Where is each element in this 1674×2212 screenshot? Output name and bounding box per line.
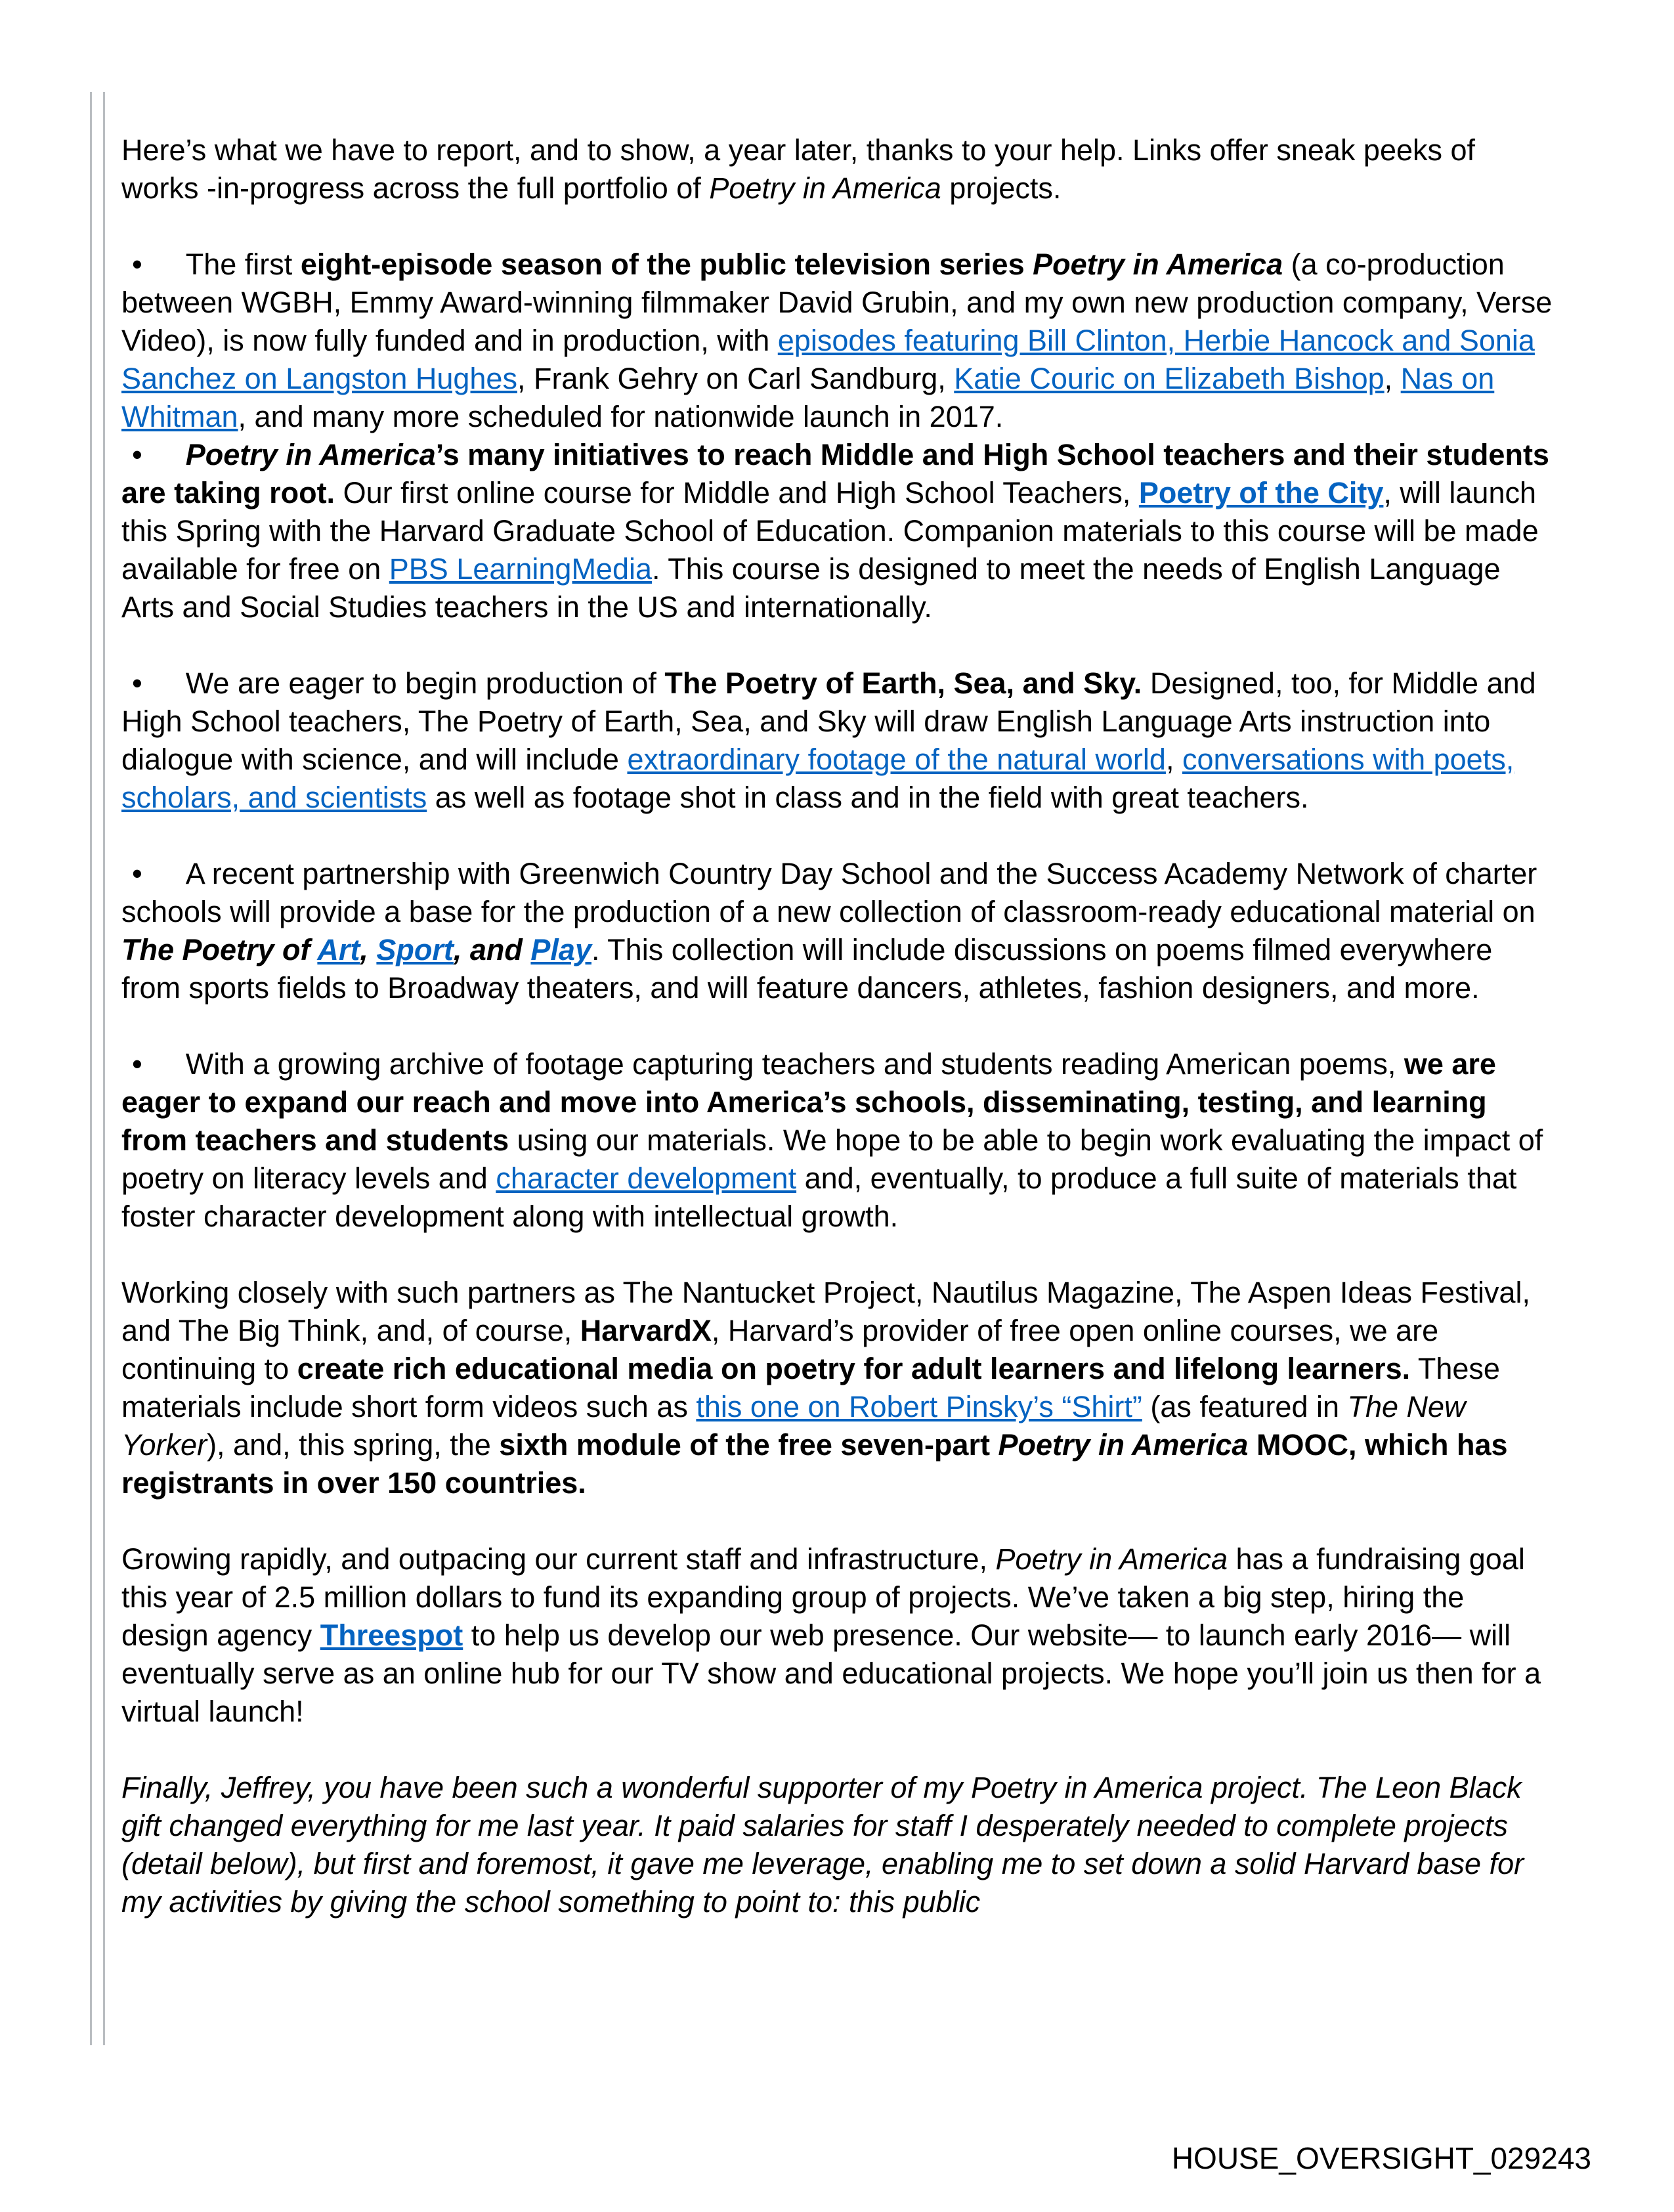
document-content — [121, 131, 1553, 1921]
text-segment: These materials include short form videos such as — [121, 1352, 1500, 1423]
text-segment: Working closely with such partners as The Nantucket Project, Nautilus Magazine, The Aspen Ideas Festival, and The Big Think, and, of course, — [121, 1276, 1531, 1347]
hyperlink[interactable]: conversations with poets, scholars, and scientists — [121, 743, 1514, 814]
text-segment: using our materials. We hope to be able to begin work evaluating the impact of poetry on literacy levels and — [121, 1123, 1543, 1195]
text-segment: eight-episode season of the public television series — [300, 248, 1033, 281]
footer-bates-number: HOUSE_OVERSIGHT_029243 — [1171, 2141, 1591, 2175]
text-segment: HarvardX — [580, 1314, 712, 1347]
text-segment: Finally, Jeffrey, you have been such a wonderful supporter of my Poetry in America project. The Leon Black gift changed everything for me last year. It paid salaries for staff I desperately needed to complete projects (detail below), but first and foremost, it gave me leverage, enabling me to set down a solid Harvard base for my activities by giving the school something to point to: this public — [121, 1771, 1524, 1919]
text-segment: to help us develop our web presence. Our website— to launch early 2016— will eventually serve as an online hub for our TV show and educational projects. We hope you’ll join us then for a virtual launch! — [121, 1618, 1541, 1728]
text-segment: Poetry in America — [998, 1428, 1249, 1462]
hyperlink[interactable]: character development — [496, 1161, 797, 1195]
hyperlink[interactable]: this one on Robert Pinsky’s “Shirt” — [696, 1390, 1142, 1423]
paragraph — [121, 1274, 1553, 1502]
text-segment: Here’s what we have to report, and to show, a year later, thanks to your help. Links offer sneak peeks of works -in-progress across the full portfolio of — [121, 133, 1476, 205]
quote-bar-outer — [90, 92, 92, 2045]
text-segment: ’s many initiatives to reach Middle and High School teachers and their students are taking root. — [121, 438, 1549, 510]
hyperlink[interactable]: Art — [317, 933, 360, 966]
text-segment: (as featured in — [1142, 1390, 1348, 1423]
text-segment: , Frank Gehry on Carl Sandburg, — [517, 362, 955, 395]
bullet-marker: • — [132, 248, 142, 281]
text-segment: , will launch this Spring with the Harvard Graduate School of Education. Companion materials to this course will be made available for free on — [121, 476, 1539, 586]
hyperlink[interactable]: Nas on Whitman — [121, 362, 1495, 433]
text-segment: (a co-production between WGBH, Emmy Award-winning filmmaker David Grubin, and my own new production company, Verse Video), is now fully funded and in production, with — [121, 248, 1553, 357]
text-segment: sixth module of the free seven-part — [499, 1428, 998, 1462]
text-segment: and, eventually, to produce a full suite of materials that foster character development along with intellectual growth. — [121, 1161, 1517, 1233]
text-segment: MOOC, which has registrants in over 150 countries. — [121, 1428, 1508, 1500]
text-segment: . This collection will include discussions on poems filmed everywhere from sports fields to Broadway theaters, and will feature dancers, athletes, fashion designers, and more. — [121, 933, 1493, 1005]
bullet-item — [121, 664, 1553, 817]
paragraph — [121, 1769, 1553, 1921]
bullet-item — [121, 246, 1553, 436]
hyperlink[interactable]: episodes featuring Bill Clinton, Herbie Hancock and Sonia Sanchez on Langston Hughes — [121, 324, 1535, 395]
bullet-item — [121, 1045, 1553, 1236]
text-segment: Our first online course for Middle and High School Teachers, — [335, 476, 1139, 510]
text-segment: ), and, this spring, the — [207, 1428, 500, 1462]
text-segment: The Poetry of — [121, 933, 318, 966]
text-segment: , Harvard’s provider of free open online courses, we are continuing to — [121, 1314, 1439, 1385]
text-segment: , — [1165, 743, 1182, 776]
hyperlink[interactable]: Katie Couric on Elizabeth Bishop — [954, 362, 1384, 395]
hyperlink[interactable]: extraordinary footage of the natural world — [627, 743, 1166, 776]
text-segment: . This course is designed to meet the needs of English Language Arts and Social Studies teachers in the US and internationally. — [121, 552, 1501, 624]
text-segment: , — [360, 933, 377, 966]
bullet-marker: • — [132, 1047, 142, 1081]
text-segment: create rich educational media on poetry for adult learners and lifelong learners. — [297, 1352, 1411, 1385]
text-segment: we are eager to expand our reach and move into America’s schools, disseminating, testing, and learning from teachers and students — [121, 1047, 1496, 1157]
text-segment: Poetry in America — [995, 1542, 1228, 1576]
hyperlink[interactable]: Play — [530, 933, 591, 966]
bullet-marker: • — [132, 666, 142, 700]
bullet-item — [121, 855, 1553, 1007]
text-segment: , — [1384, 362, 1401, 395]
text-segment: With a growing archive of footage capturing teachers and students reading American poems, — [185, 1047, 1404, 1081]
text-segment: Growing rapidly, and outpacing our current staff and infrastructure, — [121, 1542, 996, 1576]
text-segment: The first — [185, 248, 301, 281]
text-segment: has a fundraising goal this year of 2.5 million dollars to fund its expanding group of projects. We’ve taken a big step, hiring the design agency — [121, 1542, 1525, 1652]
quote-bar-inner — [103, 92, 105, 2045]
hyperlink[interactable]: PBS LearningMedia — [389, 552, 653, 586]
hyperlink[interactable]: Poetry of the City — [1138, 476, 1384, 510]
text-segment: Poetry in America — [185, 438, 436, 471]
text-segment: Poetry in America — [1033, 248, 1283, 281]
bullet-item — [121, 436, 1553, 626]
text-segment: The New Yorker — [121, 1390, 1466, 1462]
hyperlink[interactable]: Sport — [376, 933, 454, 966]
paragraph — [121, 131, 1553, 207]
text-segment: The Poetry of Earth, Sea, and Sky. — [664, 666, 1142, 700]
bullet-marker: • — [132, 857, 142, 890]
text-segment: , and — [453, 933, 531, 966]
text-segment: as well as footage shot in class and in the field with great teachers. — [427, 781, 1309, 814]
text-segment: Designed, too, for Middle and High School teachers, The Poetry of Earth, Sea, and Sky will draw English Language Arts instruction into dialogue with science, and will include — [121, 666, 1536, 776]
text-segment: Poetry in America — [709, 171, 941, 205]
bullet-marker: • — [132, 438, 142, 471]
text-segment: projects. — [941, 171, 1062, 205]
text-segment: A recent partnership with Greenwich Country Day School and the Success Academy Network of charter schools will provide a base for the production of a new collection of classroom-ready educational material on — [121, 857, 1537, 928]
paragraph — [121, 1540, 1553, 1731]
text-segment: , and many more scheduled for nationwide launch in 2017. — [238, 400, 1004, 433]
hyperlink[interactable]: Threespot — [320, 1618, 463, 1652]
text-segment: We are eager to begin production of — [185, 666, 665, 700]
